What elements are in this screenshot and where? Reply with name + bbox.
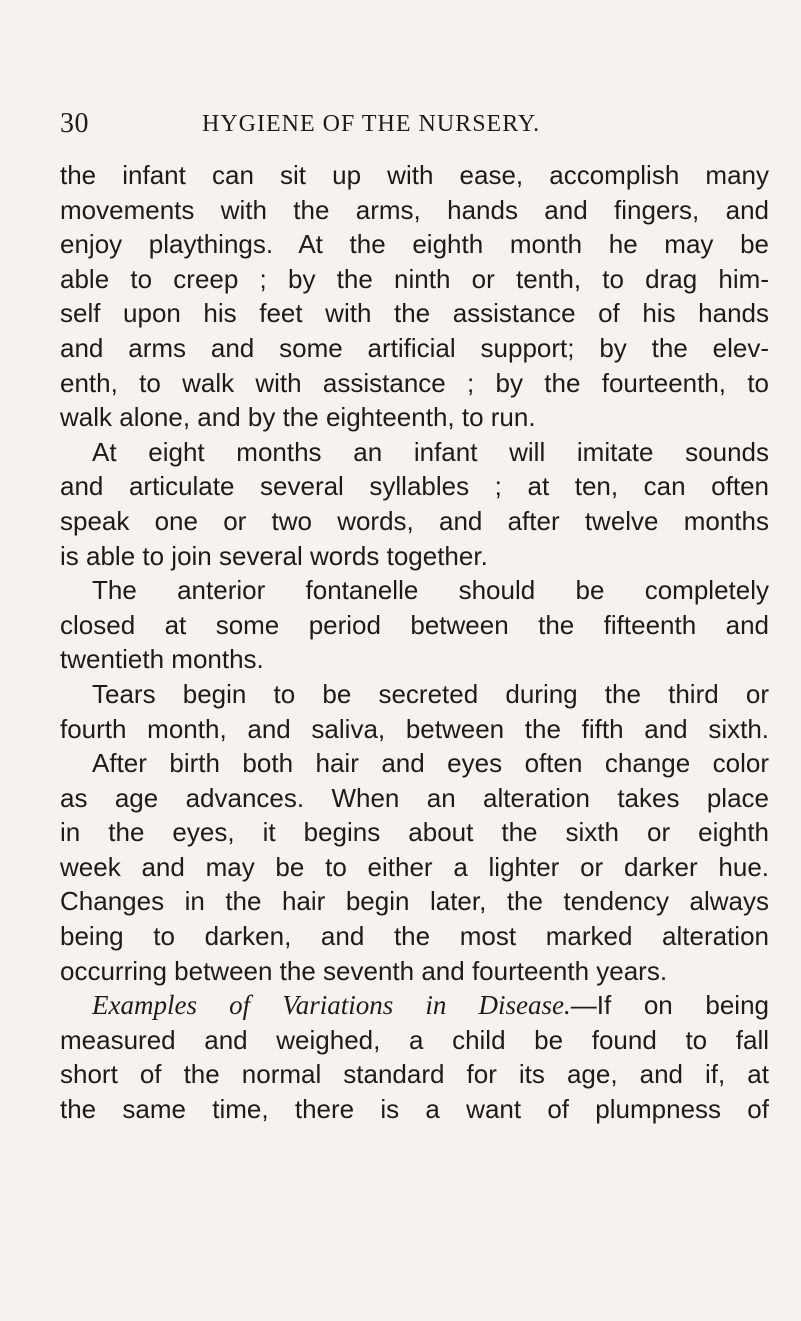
text-line: short of the normal standard for its age, and if, at xyxy=(60,1059,769,1090)
text-fragment: —If on being xyxy=(570,990,769,1021)
body-text xyxy=(60,158,769,1127)
text-line: enjoy playthings. At the eighth month he may be xyxy=(60,229,769,260)
text-line: The anterior fontanelle should be completely xyxy=(92,575,769,606)
running-head: HYGIENE OF THE NURSERY. xyxy=(202,111,541,137)
text-line: walk alone, and by the eighteenth, to run. xyxy=(60,402,536,433)
text-line: week and may be to either a lighter or darker hue. xyxy=(60,851,769,882)
text-line: movements with the arms, hands and fingers, and xyxy=(60,194,769,225)
text-line: the same time, there is a want of plumpness of xyxy=(60,1094,769,1125)
section-heading: Examples of Variations in Disease. xyxy=(92,990,571,1021)
text-line: At eight months an infant will imitate sounds xyxy=(92,436,769,467)
page-number: 30 xyxy=(60,108,89,139)
page-header xyxy=(60,104,760,144)
text-line: and arms and some artificial support; by the elev- xyxy=(60,332,769,363)
text-line: Tears begin to be secreted during the third or xyxy=(92,678,769,709)
text-line: in the eyes, it begins about the sixth or eighth xyxy=(60,817,769,848)
text-line: fourth month, and saliva, between the fifth and sixth. xyxy=(60,713,769,744)
text-line: speak one or two words, and after twelve months xyxy=(60,505,769,536)
text-line: the infant can sit up with ease, accomplish many xyxy=(60,160,769,190)
text-line: twentieth months. xyxy=(60,644,264,675)
text-line: is able to join several words together. xyxy=(60,540,488,571)
text-line: being to darken, and the most marked alteration xyxy=(60,921,769,952)
text-line: and articulate several syllables ; at ten, can often xyxy=(60,471,769,502)
text-line: measured and weighed, a child be found to fall xyxy=(60,1024,769,1055)
text-line: After birth both hair and eyes often change color xyxy=(92,748,769,779)
text-line: able to creep ; by the ninth or tenth, to drag him- xyxy=(60,263,769,294)
text-line: self upon his feet with the assistance of his hands xyxy=(60,298,769,329)
text-line: closed at some period between the fifteenth and xyxy=(60,609,769,640)
text-line: enth, to walk with assistance ; by the fourteenth, to xyxy=(60,367,769,398)
text-line: as age advances. When an alteration takes place xyxy=(60,782,769,813)
text-line-with-heading xyxy=(60,988,769,1023)
text-line: occurring between the seventh and fourteenth years. xyxy=(60,955,668,986)
text-line: Changes in the hair begin later, the tendency always xyxy=(60,886,769,917)
